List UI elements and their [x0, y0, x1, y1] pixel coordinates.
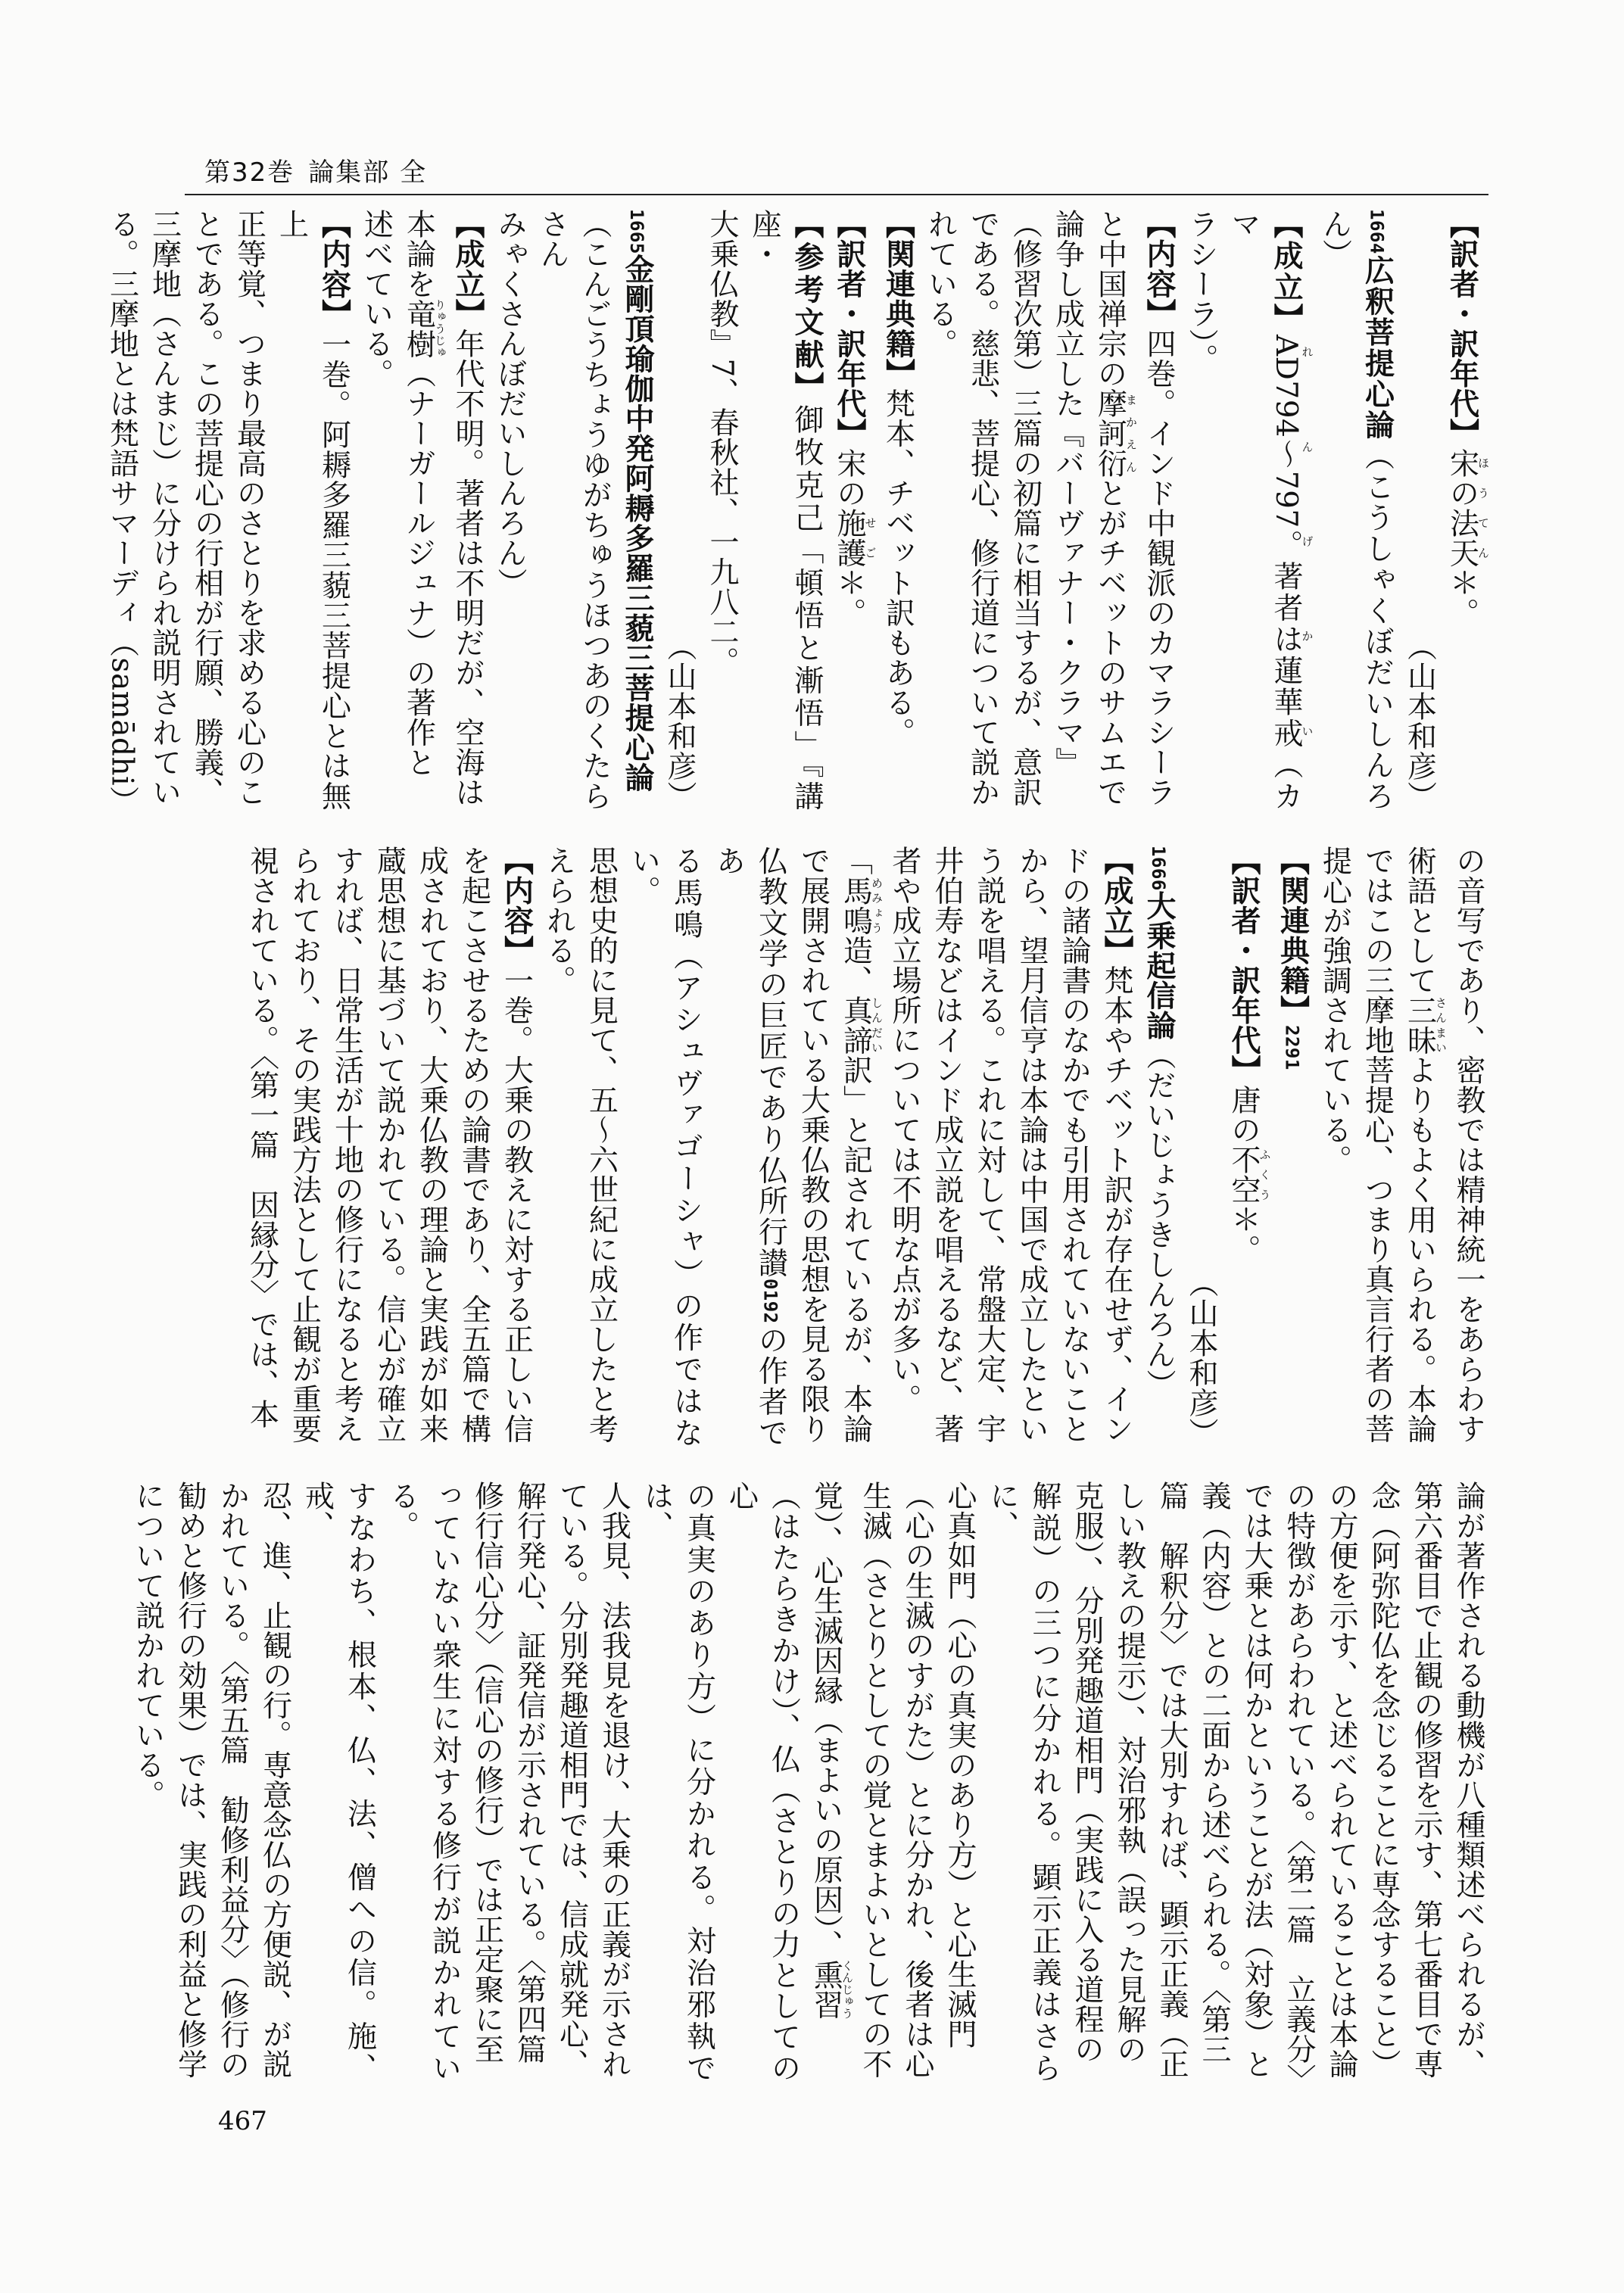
field-label: 【関連典籍】: [881, 209, 915, 388]
text-line: （心の生滅のすがた）とに分かれ、後者は心: [900, 1481, 934, 2079]
text-line: 論争し成立した『バーヴァナー・クラマ』: [1050, 209, 1085, 777]
author-credit: （山本和彦）: [1402, 631, 1437, 811]
text-line: 念（阿弥陀仏を念じることに専念すること）: [1367, 1481, 1401, 2079]
field-label: 【内容】: [1142, 209, 1176, 329]
text-line: すなわち、根本、仏、法、僧への信。施、戒、: [300, 1481, 377, 2083]
page-number: 467: [218, 2106, 267, 2136]
text-line: （はたらきかけ）、仏（さとりの力としての心: [724, 1481, 801, 2083]
entry-title: 金剛頂瑜伽中発阿耨多羅三藐三菩提心論: [620, 254, 654, 793]
entry-number: 1665: [626, 209, 647, 254]
text-line: 視されている。〈第一篇 因縁分〉では、本: [245, 846, 279, 1429]
field-label: 【関連典籍】: [1275, 846, 1310, 1025]
cross-reference-number: 0192: [759, 1278, 781, 1324]
text-line: 術語として三昧さんまいよりもよく用いられる。本論: [1402, 846, 1448, 1444]
volume-label: 第32巻: [204, 157, 295, 188]
text-line: 【訳者・訳年代】唐の不空ふくう＊。: [1227, 846, 1272, 1264]
text-line: 【成立】年代不明。著者は不明だが、空海は: [450, 209, 485, 807]
text-band-top: [104, 209, 1490, 816]
text-band-middle: [187, 846, 1489, 1447]
field-label: 【訳者・訳年代】: [1227, 846, 1261, 1085]
text-line: ではこの三摩地菩提心、つまり真言行者の菩: [1360, 846, 1395, 1444]
text-line: 者や成立場所については不明な点が多い。: [887, 846, 921, 1414]
text-line: 人我見、法我見を退け、大乗の正義が示され: [597, 1481, 631, 2079]
text-line: 【関連典籍】梵本、チベット訳もある。: [881, 209, 915, 747]
text-line: 【訳者・訳年代】宋の法天ほうてん＊。: [1445, 209, 1490, 628]
text-line: （修習次第）三篇の初篇に相当するが、意訳: [1008, 209, 1043, 807]
text-line: ラシーラ）。: [1184, 209, 1218, 374]
ruby-term: 熏習くんじゅう: [809, 1959, 854, 2020]
field-label: 【訳者・訳年代】: [1445, 209, 1479, 448]
text-line: の特徴があらわれている。〈第二篇 立義分〉: [1282, 1481, 1316, 2094]
text-line: [1271, 846, 1314, 1447]
text-line: 克服）、分別発趣道相門（実践に入る道程の: [1070, 1481, 1104, 2064]
ruby-term: 三昧さんまい: [1402, 995, 1448, 1055]
ruby-term: 施護せご: [832, 508, 877, 568]
text-line: の方便を示す、と述べられていることは本論: [1324, 1481, 1358, 2079]
text-line: 【訳者・訳年代】宋の施護せご＊。: [832, 209, 877, 628]
text-line: 大乗仏教』7、春秋社、一九八二。: [705, 209, 739, 677]
ruby-term: 馬鳴めみょう: [838, 875, 884, 936]
text-line: すれば、日常生活が十地の修行になると考え: [329, 846, 364, 1444]
text-line: では大乗とは何かということが法（対象）と: [1239, 1481, 1273, 2079]
field-label: 【内容】: [316, 209, 351, 330]
text-line: 忍、進、止観の行。専意念仏の方便説、が説: [257, 1481, 292, 2079]
text-line: られており、その実践方法として止観が重要: [287, 846, 322, 1444]
ruby-term: 真諦しんだい: [838, 995, 884, 1055]
text-line: から、望月信亨は本論は中国で成立したとい: [1015, 846, 1049, 1444]
entry-heading: [1314, 209, 1398, 811]
text-line: 「馬鳴めみょう造、真諦しんだい訳」と記されているが、本論: [838, 846, 884, 1444]
text-line: で展開されている大乗仏教の思想を見る限り: [796, 846, 831, 1444]
field-label: 【成立】: [1269, 209, 1303, 335]
text-line: 解行発心、証発信が示されている。〈第四篇: [512, 1481, 547, 2064]
text-line: 修行信心分〉（信心の修行）では正定聚に至: [469, 1481, 504, 2064]
ruby-term: 宋の法天ほうてん: [1445, 448, 1490, 568]
text-line: 覚）、心生滅因縁（まよいの原因）、熏習くんじゅう: [809, 1481, 854, 2020]
text-line: ドの諸論書のなかでも引用されていないこと: [1057, 846, 1091, 1444]
text-line: 解説）の三つに分かれる。顕示正義はさらに、: [985, 1481, 1061, 2083]
text-line: 提心が強調されている。: [1317, 846, 1352, 1175]
field-label: 【成立】: [1099, 846, 1133, 965]
text-line: 篇 解釈分〉では大別すれば、顕示正義（正: [1155, 1481, 1189, 2079]
entry-title: 大乗起信論: [1142, 890, 1176, 1041]
ruby-term: 摩訶衍まかえん: [1093, 388, 1138, 478]
ruby-term: AD794～797。著者は蓮華戒れんげかい: [1269, 334, 1314, 750]
text-line: 生滅（さとりとしての覚とまよいとしての不: [858, 1481, 892, 2079]
text-line: 成されており、大乗仏教の理論と実践が如来: [414, 846, 449, 1444]
text-line: である。慈悲、菩提心、修行道について説か: [965, 209, 1000, 807]
text-line: 井伯寿などはインド成立説を唱えるなど、著: [930, 846, 964, 1444]
text-line: 心真如門（心の真実のあり方）と心生滅門: [943, 1481, 977, 2049]
text-line: 勧めと修行の効果）では、実践の利益と修学: [173, 1481, 207, 2079]
ruby-term: 不空ふくう: [1227, 1145, 1272, 1204]
text-line: う説を唱える。これに対して、常盤大定、宇: [972, 846, 1006, 1444]
text-line: 蔵思想に基づいて説かれている。信心が確立: [372, 846, 407, 1444]
field-label: 【訳者・訳年代】: [832, 209, 866, 448]
field-label: 【内容】: [499, 846, 534, 965]
text-line: とである。この菩提心の行相が行願、勝義、: [189, 209, 224, 807]
text-line: 思想史的に見て、五～六世紀に成立したと考: [584, 846, 619, 1444]
entry-heading: [1137, 846, 1180, 1447]
entry-reading: みゃくさんぼだいしんろん）: [493, 209, 527, 598]
text-line: れている。: [923, 209, 958, 359]
author-credit: （山本和彦）: [662, 631, 697, 811]
entry-number: 1664: [1366, 209, 1388, 254]
text-band-bottom: [130, 1481, 1489, 2094]
text-line: 【成立】梵本やチベット訳が存在せず、イン: [1099, 846, 1133, 1444]
header-rule: [185, 194, 1488, 195]
text-line: 【成立】AD794～797。著者は蓮華戒れんげかい（カマ: [1227, 209, 1314, 812]
entry-heading: [616, 209, 658, 811]
entry-reading: （こうしゃくぼだいしんろん）: [1317, 209, 1395, 812]
text-line: しい教えの提示）、対治邪執（誤った見解の: [1112, 1481, 1146, 2064]
text-line: と中国禅宗の摩訶衍まかえんとがチベットのサムエで: [1093, 209, 1138, 807]
entry-number: 1666: [1148, 846, 1169, 891]
text-line: 【内容】一巻。阿耨多羅三藐三菩提心とは無上: [274, 209, 351, 812]
entry-reading: （だいじょうきしんろん）: [1142, 1040, 1176, 1400]
text-line: ている。分別発趣道相門では、信成就発心、: [554, 1481, 589, 2079]
text-line: 述べている。: [359, 209, 394, 388]
entry-title: 広釈菩提心論: [1360, 254, 1395, 441]
text-line: の真実のあり方）に分かれる。対治邪執では、: [639, 1481, 716, 2083]
author-credit: （山本和彦）: [1184, 1268, 1218, 1447]
section-label: 論集部 全: [308, 157, 428, 188]
text-line: る。三摩地とは梵語サマーディ（samādhi）: [104, 209, 139, 816]
field-label: 【参考文献】: [790, 209, 824, 405]
text-line: 【内容】一巻。大乗の教えに対する正しい信: [499, 846, 534, 1444]
text-line: 本論を竜樹りゅうじゅ（ナーガールジュナ）の著作と: [401, 209, 447, 777]
text-line: 第六番目で止観の修習を示す、第七番目で専: [1409, 1481, 1443, 2079]
text-line: 三摩地（さんまじ）に分けられ説明されてい: [147, 209, 182, 807]
running-header: [204, 151, 427, 188]
text-line: っていない衆生に対する修行が説かれている。: [385, 1481, 462, 2083]
field-label: 【成立】: [450, 209, 485, 329]
ruby-term: 竜樹りゅうじゅ: [401, 298, 447, 359]
cross-reference-number: 2291: [1281, 1025, 1303, 1070]
text-line: 仏教文学の巨匠であり仏所行讃0192の作者であ: [711, 846, 788, 1448]
text-line: について説かれている。: [130, 1481, 165, 1810]
entry-reading: （こんごうちょうゆがちゅうほつあのくたらさん: [535, 209, 612, 811]
text-line: えられる。: [541, 846, 576, 995]
text-line: 論が著作される動機が八種類述べられるが、: [1451, 1481, 1485, 2079]
text-line: る馬鳴（アシュヴァゴーシャ）の作ではない。: [626, 846, 703, 1447]
text-line: かれている。〈第五篇 勧修利益分〉（修行の: [215, 1481, 250, 2080]
text-line: を起こさせるための論書であり、全五篇で構: [457, 846, 491, 1444]
text-line: 正等覚、つまり最高のさとりを求める心のこ: [232, 209, 267, 807]
text-line: の音写であり、密教では精神統一をあらわす: [1451, 846, 1485, 1444]
text-line: 【参考文献】御牧克己「頓悟と漸悟」『講座・: [747, 209, 824, 812]
text-line: 【内容】四巻。インド中観派のカマラシーラ: [1142, 209, 1176, 807]
text-line: 義（内容）との二面から述べられる。〈第三: [1197, 1481, 1231, 2064]
